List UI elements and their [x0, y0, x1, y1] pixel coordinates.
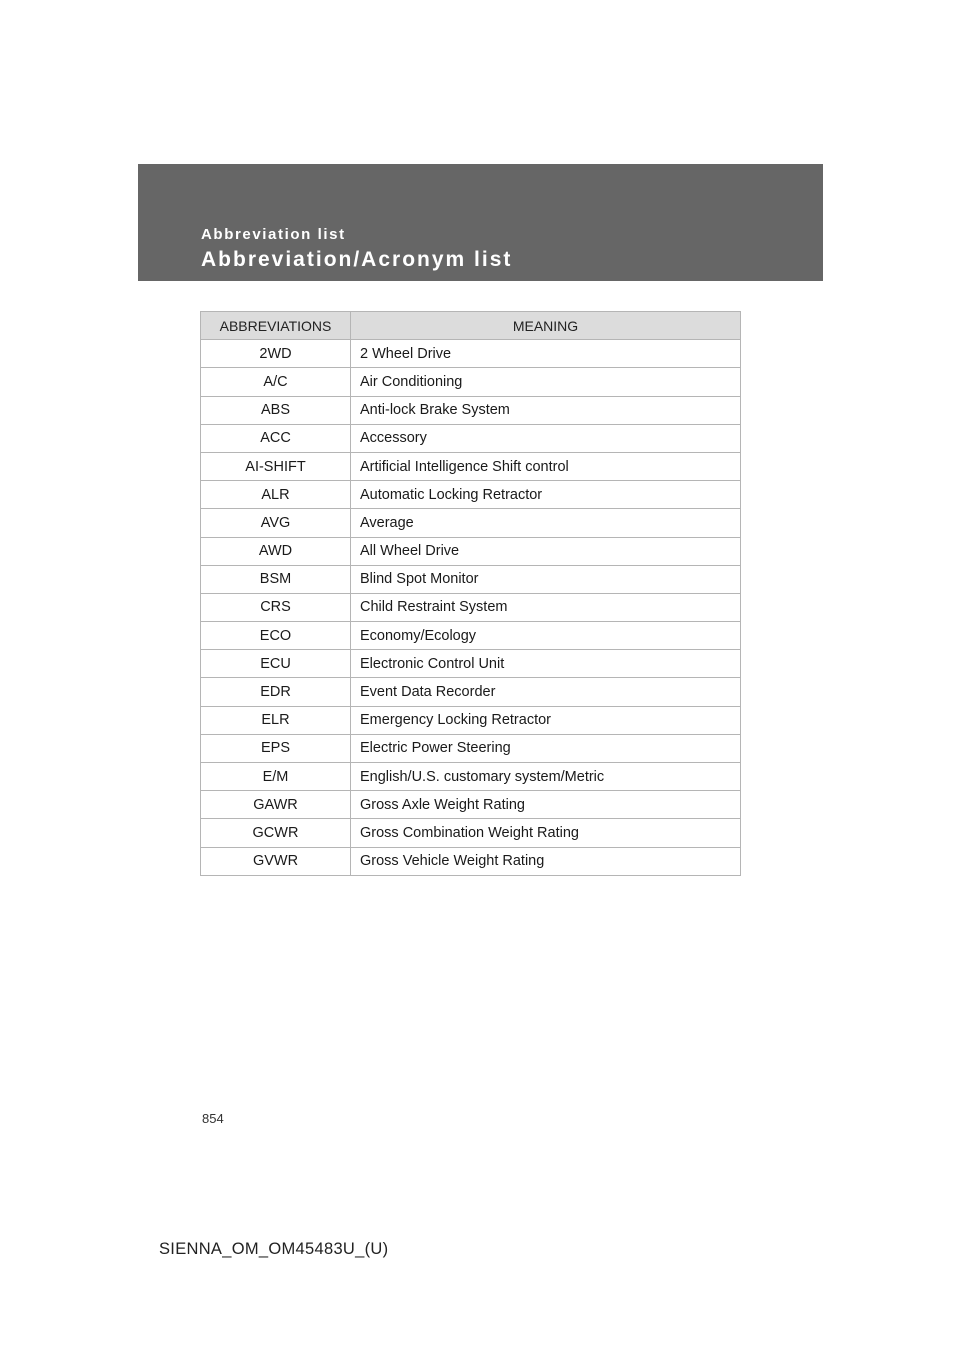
- table-row: [201, 622, 741, 650]
- table-row: [201, 396, 741, 424]
- abbreviation-cell: EPS: [201, 734, 351, 762]
- meaning-cell: Accessory: [351, 424, 741, 452]
- meaning-cell: Gross Vehicle Weight Rating: [351, 847, 741, 875]
- meaning-cell: Average: [351, 509, 741, 537]
- table-body: [201, 340, 741, 876]
- meaning-cell: Automatic Locking Retractor: [351, 481, 741, 509]
- abbreviation-cell: ACC: [201, 424, 351, 452]
- meaning-cell: Electric Power Steering: [351, 734, 741, 762]
- meaning-cell: Artificial Intelligence Shift control: [351, 452, 741, 480]
- abbreviation-cell: ELR: [201, 706, 351, 734]
- abbreviation-cell: 2WD: [201, 340, 351, 368]
- table-row: [201, 819, 741, 847]
- abbreviation-cell: ALR: [201, 481, 351, 509]
- abbreviation-cell: AWD: [201, 537, 351, 565]
- header-band: [138, 164, 823, 281]
- abbreviation-cell: GAWR: [201, 791, 351, 819]
- meaning-cell: Emergency Locking Retractor: [351, 706, 741, 734]
- abbreviation-cell: GCWR: [201, 819, 351, 847]
- table-row: [201, 452, 741, 480]
- column-header-abbreviations: ABBREVIATIONS: [201, 312, 351, 340]
- table-row: [201, 678, 741, 706]
- meaning-cell: Blind Spot Monitor: [351, 565, 741, 593]
- abbreviation-cell: BSM: [201, 565, 351, 593]
- abbreviation-cell: A/C: [201, 368, 351, 396]
- abbreviation-table: [200, 311, 741, 876]
- abbreviation-cell: ECO: [201, 622, 351, 650]
- abbreviation-cell: GVWR: [201, 847, 351, 875]
- meaning-cell: Gross Combination Weight Rating: [351, 819, 741, 847]
- abbreviation-cell: ABS: [201, 396, 351, 424]
- meaning-cell: Electronic Control Unit: [351, 650, 741, 678]
- table-row: [201, 593, 741, 621]
- page-number: 854: [202, 1111, 224, 1126]
- abbreviation-cell: EDR: [201, 678, 351, 706]
- table-row: [201, 847, 741, 875]
- table-row: [201, 734, 741, 762]
- table-row: [201, 565, 741, 593]
- meaning-cell: Economy/Ecology: [351, 622, 741, 650]
- table-row: [201, 650, 741, 678]
- column-header-meaning: MEANING: [351, 312, 741, 340]
- section-label: Abbreviation list: [201, 226, 346, 243]
- meaning-cell: Child Restraint System: [351, 593, 741, 621]
- table-row: [201, 424, 741, 452]
- abbreviation-cell: CRS: [201, 593, 351, 621]
- abbreviation-cell: E/M: [201, 763, 351, 791]
- table-header-row: [201, 312, 741, 340]
- table-row: [201, 368, 741, 396]
- table-row: [201, 791, 741, 819]
- meaning-cell: 2 Wheel Drive: [351, 340, 741, 368]
- meaning-cell: Event Data Recorder: [351, 678, 741, 706]
- table-row: [201, 509, 741, 537]
- abbreviation-cell: ECU: [201, 650, 351, 678]
- table-row: [201, 706, 741, 734]
- meaning-cell: English/U.S. customary system/Metric: [351, 763, 741, 791]
- page-title: Abbreviation/Acronym list: [201, 248, 513, 271]
- meaning-cell: Air Conditioning: [351, 368, 741, 396]
- abbreviation-cell: AVG: [201, 509, 351, 537]
- meaning-cell: Anti-lock Brake System: [351, 396, 741, 424]
- table-row: [201, 763, 741, 791]
- meaning-cell: All Wheel Drive: [351, 537, 741, 565]
- meaning-cell: Gross Axle Weight Rating: [351, 791, 741, 819]
- table-row: [201, 481, 741, 509]
- table-row: [201, 340, 741, 368]
- abbreviation-cell: AI-SHIFT: [201, 452, 351, 480]
- table-row: [201, 537, 741, 565]
- document-code: SIENNA_OM_OM45483U_(U): [159, 1240, 389, 1258]
